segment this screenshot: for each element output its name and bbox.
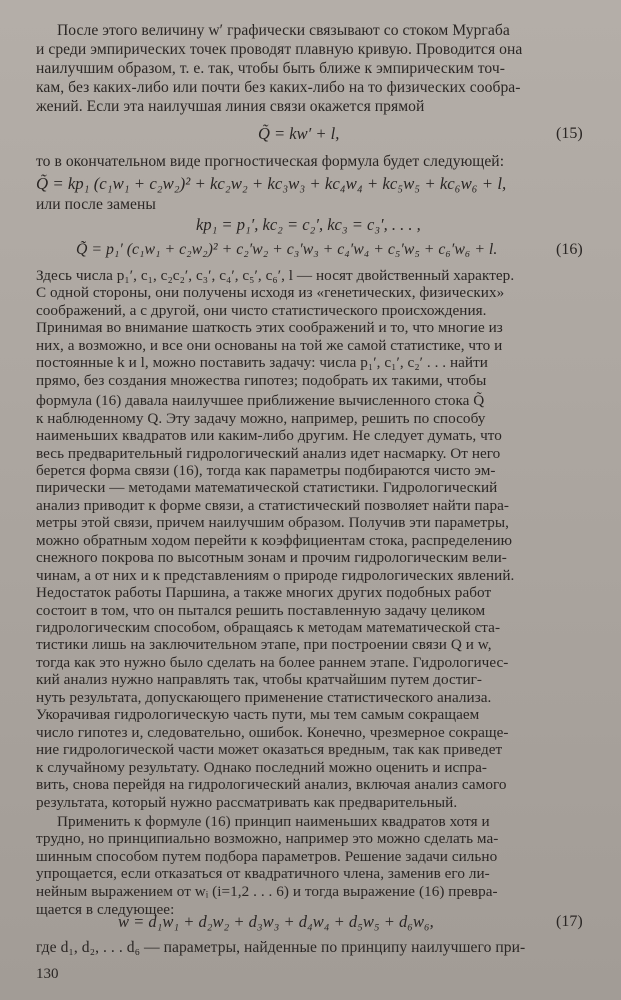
text-line: и среди эмпирических точек проводят плавную кривую. Проводится она: [36, 41, 523, 58]
text-line: снежного покрова по высотным зонам и прочим гидрологическим вели-: [36, 549, 507, 567]
text-line: весь предварительный гидрологический анализ идет насмарку. От него: [36, 444, 501, 462]
text-line: где d₁, d₂, . . . d₆ — параметры, найденные по принципу наилучшего при-: [36, 939, 526, 956]
text-line: берется форма связи (16), тогда как параметры подбираются чисто эм-: [36, 461, 496, 479]
text-line: число гипотез и, следовательно, ошибок. Конечно, чрезмерное сокраще-: [36, 723, 509, 741]
text-line: нуть результата, допускающего применение статистического анализа.: [36, 688, 492, 706]
text-line: формула (16) давала наилучшее приближение вычисленного стока Q̃: [36, 392, 485, 410]
text-line: состоит в том, что он пытался решить поставленную задачу целиком: [36, 601, 486, 619]
text-line: щается в следующее:: [36, 900, 175, 918]
text-line: чинам, а от них и к представлениям о природе гидрологических явлений.: [36, 566, 515, 584]
text-line: наилучшим образом, т. е. так, чтобы быть ближе к эмпирическим точ-: [36, 60, 505, 77]
equation-17: w = d₁w₁ + d₂w₂ + d₃w₃ + d₄w₄ + d₅w₅ + d₆w₆,: [118, 912, 434, 931]
text-line: соображений, а с другой, они чисто статистического происхождения.: [36, 301, 487, 319]
text-line: шинным способом путем подбора параметров. Решение задачи сильно: [36, 847, 498, 865]
text-line: или после замены: [36, 196, 156, 213]
text-line: После этого величину w′ графически связывают со стоком Мургаба: [57, 22, 510, 39]
text-line: Принимая во внимание шаткость этих соображений и то, что многие из: [36, 319, 503, 337]
text-line: прямо, без создания множества гипотез; подобрать их такими, чтобы: [36, 371, 487, 389]
text-line: наименьших квадратов или каким-либо другим. Не следует думать, что: [36, 427, 502, 445]
text-line: можно обратным ходом перейти к коэффициентам стока, распределению: [36, 531, 513, 549]
equation-16: Q̃ = p₁′ (c₁w₁ + c₂w₂)² + c₂′w₂ + c₃′w₃ + c₄′w₄ + c₅′w₅ + c₆′w₆ + l.: [76, 241, 498, 258]
text-line: результата, который нужно рассматривать как предварительный.: [36, 793, 458, 811]
text-line: метры этой связи, причем наилучшим образом. Получив эти параметры,: [36, 514, 510, 532]
equation-16-number: (16): [556, 241, 583, 258]
text-line: нейным выражением от wᵢ (i=1,2 . . . 6) и тогда выражение (16) превра-: [36, 882, 498, 900]
text-line: к наблюденному Q. Эту задачу можно, например, решить по способу: [36, 409, 486, 427]
text-line: тогда как это нужно было сделать на более раннем этапе. Гидрологичес-: [36, 653, 509, 671]
text-line: гидрологическим способом, обращаясь к методам математической ста-: [36, 619, 501, 636]
page-number: 130: [36, 966, 59, 982]
text-line: упрощается, если отказаться от квадратичного члена, заменив его ли-: [36, 865, 490, 883]
text-line: них, а возможно, и все они основаны на той же самой статистике, что и: [36, 336, 503, 354]
text-line: трудно, но принципиально возможно, например это можно сделать ма-: [36, 830, 499, 848]
text-line: Укорачивая гидрологическую часть пути, мы тем самым сокращаем: [36, 706, 480, 724]
text-line: ние гидрологической части может оказаться вредным, так как приведет: [36, 741, 503, 759]
text-line: пирически — методами математической статистики. Гидрологический: [36, 479, 498, 497]
text-line: постоянные k и l, можно поставить задачу: числа p₁′, c₁′, c₂′ . . . найти: [36, 354, 488, 372]
text-line: кий анализ нужно направлять так, чтобы кратчайшим путем достиг-: [36, 671, 483, 689]
equation-substitution: kp₁ = p₁′, kc₂ = c₂′, kc₃ = c₃′, . . . ,: [196, 215, 421, 234]
equation-15: Q̃ = kw′ + l,: [258, 124, 340, 143]
text-line: анализ приводит к форме связи, а статистический позволяет найти пара-: [36, 496, 509, 514]
equation-17-number: (17): [556, 913, 583, 930]
text-line: к случайному результату. Однако последний можно оценить и испра-: [36, 758, 488, 776]
text-line: С одной стороны, они получены исходя из «генетических, физических»: [36, 284, 505, 302]
equation-full: Q̃ = kp₁ (c₁w₁ + c₂w₂)² + kc₂w₂ + kc₃w₃ + kc₄w₄ + kc₅w₅ + kc₆w₆ + l,: [36, 174, 507, 193]
text-line: жений. Если эта наилучшая линия связи окажется прямой: [36, 98, 425, 115]
equation-15-number: (15): [556, 125, 583, 142]
text-line: Здесь числа p₁′, c₁, c₂c₂′, c₃′, c₄′, c₅′, c₆′, l — носят двойственный характер.: [36, 267, 515, 284]
text-line: вить, снова перейдя на гидрологический анализ, включая анализ самого: [36, 776, 507, 794]
text-line: тистики лишь на заключительном этапе, при построении связи Q и w,: [36, 636, 492, 654]
text-line: Применить к формуле (16) принцип наименьших квадратов хотя и: [57, 812, 490, 830]
text-line: Недостаток работы Паршина, а также многих других подобных работ: [36, 584, 492, 602]
text-line: кам, без каких-либо или почти без каких-либо на то физических сообра-: [36, 79, 521, 96]
text-line: то в окончательном виде прогностическая формула будет следующей:: [36, 153, 505, 170]
